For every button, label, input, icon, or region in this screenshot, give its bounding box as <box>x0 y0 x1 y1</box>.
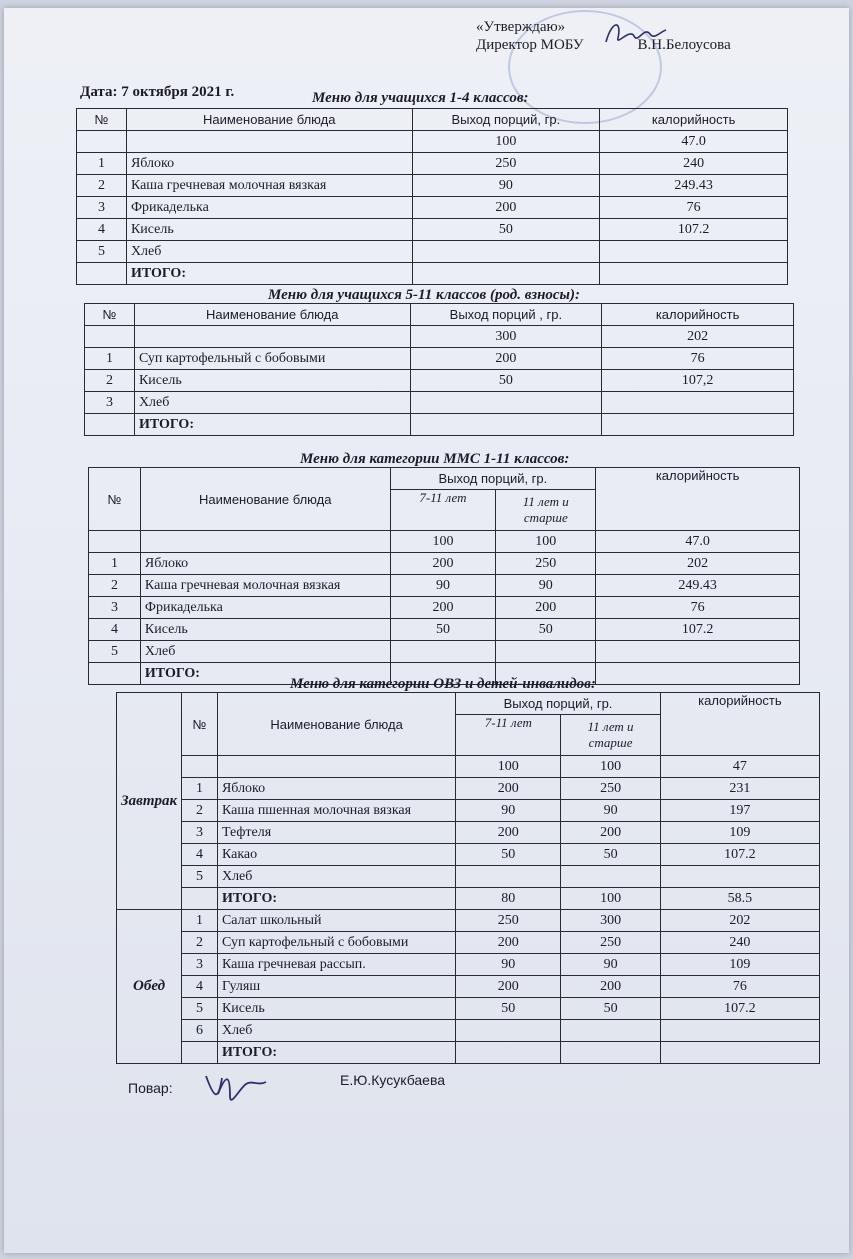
header-age-11-plus: 11 лет и старше <box>496 490 596 531</box>
table-row <box>89 619 800 641</box>
cell-num: 4 <box>182 844 218 866</box>
table-row <box>85 392 794 414</box>
total-label: ИТОГО: <box>140 663 390 685</box>
cell-calories: 107,2 <box>602 370 794 392</box>
cell-portion: 200 <box>410 348 602 370</box>
table-row <box>117 778 820 800</box>
cell-num: 1 <box>89 553 141 575</box>
cell-num: 5 <box>182 866 218 888</box>
cell-calories <box>602 392 794 414</box>
total-label: ИТОГО: <box>126 263 412 285</box>
header-calories: калорийность <box>596 468 800 531</box>
cell-num: 2 <box>89 575 141 597</box>
header-portion: Выход порций, гр. <box>412 109 600 131</box>
cell-portion-a: 80 <box>456 888 561 910</box>
cell-calories: 47.0 <box>596 531 800 553</box>
cell-portion <box>412 241 600 263</box>
header-calories: калорийность <box>660 693 819 756</box>
cell-calories: 76 <box>660 976 819 998</box>
cell-num: 2 <box>182 932 218 954</box>
cell-name: Тефтеля <box>217 822 455 844</box>
cell-num <box>85 326 135 348</box>
cell-portion-a: 200 <box>390 553 496 575</box>
header-calories: калорийность <box>600 109 788 131</box>
cell-calories: 202 <box>602 326 794 348</box>
cell-portion: 90 <box>412 175 600 197</box>
cell-name: Каша пшенная молочная вязкая <box>217 800 455 822</box>
approve-label: «Утверждаю» <box>476 19 566 35</box>
table-row <box>117 932 820 954</box>
cell-calories: 47.0 <box>600 131 788 153</box>
cell-portion-b: 90 <box>561 954 660 976</box>
cell-portion-b: 200 <box>561 976 660 998</box>
total-label: ИТОГО: <box>217 888 455 910</box>
cell-portion-b <box>561 1042 660 1064</box>
table-row <box>77 153 788 175</box>
total-label: ИТОГО: <box>134 414 410 436</box>
cell-portion-a: 200 <box>456 822 561 844</box>
cell-num: 6 <box>182 1020 218 1042</box>
cell-num: 4 <box>77 219 127 241</box>
cell-portion: 100 <box>412 131 600 153</box>
cell-portion-a: 90 <box>456 800 561 822</box>
cell-portion-b: 250 <box>496 553 596 575</box>
director-name: В.Н.Белоусова <box>637 37 731 53</box>
header-age-7-11: 7-11 лет <box>456 715 561 756</box>
section-lunch-label: Обед <box>117 910 182 1064</box>
cell-calories <box>660 1042 819 1064</box>
header-portion: Выход порций , гр. <box>410 304 602 326</box>
cell-portion-a: 100 <box>456 756 561 778</box>
table-row <box>89 575 800 597</box>
table-row <box>117 954 820 976</box>
total-row <box>77 263 788 285</box>
cell-name: Гуляш <box>217 976 455 998</box>
cell-calories: 107.2 <box>660 844 819 866</box>
menu4-title: Меню для категории ОВЗ и детей-инвалидов: <box>290 676 596 692</box>
cell-portion-b: 50 <box>496 619 596 641</box>
cell-portion-b: 300 <box>561 910 660 932</box>
cell-name: Хлеб <box>126 241 412 263</box>
menu1-title: Меню для учащихся 1-4 классов: <box>312 90 529 106</box>
table-header-row <box>85 304 794 326</box>
cell-portion-b: 200 <box>496 597 596 619</box>
cell-portion-a: 200 <box>390 597 496 619</box>
cell-num: 2 <box>85 370 135 392</box>
cell-calories: 107.2 <box>660 998 819 1020</box>
cell-portion-b: 50 <box>561 998 660 1020</box>
table-row <box>117 910 820 932</box>
cell-portion-b: 250 <box>561 932 660 954</box>
cell-portion-b: 90 <box>496 575 596 597</box>
cell-portion-a: 50 <box>456 998 561 1020</box>
cell-name: Яблоко <box>217 778 455 800</box>
cell-name: Хлеб <box>140 641 390 663</box>
cell-num <box>182 1042 218 1064</box>
cell-name: Хлеб <box>217 866 455 888</box>
cell-num: 3 <box>89 597 141 619</box>
cell-num <box>182 756 218 778</box>
cell-name: Хлеб <box>217 1020 455 1042</box>
menu4-table <box>116 692 820 1064</box>
table-row <box>117 866 820 888</box>
cell-portion: 200 <box>412 197 600 219</box>
cell-portion-b: 200 <box>561 822 660 844</box>
table-row <box>85 348 794 370</box>
cell-num: 5 <box>89 641 141 663</box>
cell-name: Суп картофельный с бобовыми <box>134 348 410 370</box>
cell-name <box>217 756 455 778</box>
header-age-11-plus: 11 лет и старше <box>561 715 660 756</box>
approval-block <box>476 18 731 54</box>
cell-num: 5 <box>182 998 218 1020</box>
cell-portion-a <box>390 641 496 663</box>
cell-num <box>89 531 141 553</box>
table-header-row <box>77 109 788 131</box>
cell-name: Хлеб <box>134 392 410 414</box>
table-row <box>89 531 800 553</box>
table-row <box>85 326 794 348</box>
cell-portion-a: 90 <box>390 575 496 597</box>
table-row <box>77 175 788 197</box>
cell-calories: 76 <box>600 197 788 219</box>
cell-calories <box>660 866 819 888</box>
table-row <box>77 197 788 219</box>
cell-portion-a: 200 <box>456 778 561 800</box>
cell-calories: 76 <box>596 597 800 619</box>
header-name: Наименование блюда <box>134 304 410 326</box>
table-row <box>117 844 820 866</box>
cell-calories <box>600 241 788 263</box>
cell-calories: 58.5 <box>660 888 819 910</box>
cell-portion: 50 <box>412 219 600 241</box>
table-row <box>117 998 820 1020</box>
cell-num: 3 <box>182 954 218 976</box>
cell-num: 1 <box>182 910 218 932</box>
cell-name: Фрикаделька <box>140 597 390 619</box>
cell-name: Каша гречневая молочная вязкая <box>140 575 390 597</box>
cell-portion-b <box>561 866 660 888</box>
menu-date: Дата: 7 октября 2021 г. <box>80 84 235 100</box>
cell-portion <box>410 392 602 414</box>
cell-portion-b: 100 <box>561 756 660 778</box>
director-title: Директор МОБУ <box>476 37 584 53</box>
cell-portion-b <box>496 641 596 663</box>
cell-name: Каша гречневая рассып. <box>217 954 455 976</box>
cell-calories: 47 <box>660 756 819 778</box>
table-row <box>117 756 820 778</box>
cell-calories <box>660 1020 819 1042</box>
cook-signature <box>200 1068 270 1112</box>
table-row <box>89 597 800 619</box>
header-calories: калорийность <box>602 304 794 326</box>
cell-num: 1 <box>85 348 135 370</box>
cell-calories: 107.2 <box>600 219 788 241</box>
cook-name: Е.Ю.Кусукбаева <box>340 1072 446 1088</box>
cell-num: 4 <box>89 619 141 641</box>
menu3-table <box>88 467 800 685</box>
menu2-table <box>84 303 794 436</box>
section-breakfast-label: Завтрак <box>117 693 182 910</box>
cell-name: Салат школьный <box>217 910 455 932</box>
header-name: Наименование блюда <box>217 693 455 756</box>
cell-name: Кисель <box>134 370 410 392</box>
cell-calories: 249.43 <box>596 575 800 597</box>
cell-calories: 231 <box>660 778 819 800</box>
cell-name: Яблоко <box>140 553 390 575</box>
cell-portion-a: 90 <box>456 954 561 976</box>
cell-calories: 197 <box>660 800 819 822</box>
table-row <box>117 976 820 998</box>
table-row <box>89 641 800 663</box>
cell-calories: 202 <box>660 910 819 932</box>
cell-name: Яблоко <box>126 153 412 175</box>
header-num: № <box>85 304 135 326</box>
table-row <box>117 822 820 844</box>
table-row <box>117 800 820 822</box>
cell-portion-b: 100 <box>496 531 596 553</box>
cell-name <box>126 131 412 153</box>
cell-portion: 50 <box>410 370 602 392</box>
cell-portion-b: 250 <box>561 778 660 800</box>
table-row <box>77 241 788 263</box>
cell-num <box>182 888 218 910</box>
cell-calories: 109 <box>660 822 819 844</box>
table-header-row <box>89 468 800 490</box>
cell-portion-a <box>456 866 561 888</box>
total-row <box>117 1042 820 1064</box>
cell-portion-a <box>456 1020 561 1042</box>
cell-calories: 107.2 <box>596 619 800 641</box>
menu1-table <box>76 108 788 285</box>
header-name: Наименование блюда <box>126 109 412 131</box>
cell-portion-b: 90 <box>561 800 660 822</box>
cell-num: 1 <box>77 153 127 175</box>
cell-name <box>140 531 390 553</box>
header-num: № <box>77 109 127 131</box>
cell-portion-a <box>456 1042 561 1064</box>
cell-calories: 249.43 <box>600 175 788 197</box>
cell-num: 5 <box>77 241 127 263</box>
menu3-title: Меню для категории ММС 1-11 классов: <box>300 451 570 467</box>
cell-portion-b: 100 <box>561 888 660 910</box>
cell-name: Каша гречневая молочная вязкая <box>126 175 412 197</box>
cell-name: Кисель <box>217 998 455 1020</box>
cell-calories: 109 <box>660 954 819 976</box>
table-header-row <box>117 693 820 715</box>
header-num: № <box>182 693 218 756</box>
cell-portion-a: 200 <box>456 976 561 998</box>
cell-name: Кисель <box>126 219 412 241</box>
cell-portion-a: 250 <box>456 910 561 932</box>
cell-num: 3 <box>77 197 127 219</box>
cell-portion-a: 50 <box>456 844 561 866</box>
menu2-title: Меню для учащихся 5-11 классов (род. взносы): <box>268 287 580 303</box>
cell-portion-a: 200 <box>456 932 561 954</box>
cell-num: 1 <box>182 778 218 800</box>
cell-portion: 250 <box>412 153 600 175</box>
header-name: Наименование блюда <box>140 468 390 531</box>
cell-num: 4 <box>182 976 218 998</box>
cell-num: 2 <box>77 175 127 197</box>
table-row <box>77 219 788 241</box>
cell-calories: 76 <box>602 348 794 370</box>
total-label: ИТОГО: <box>217 1042 455 1064</box>
cell-name: Какао <box>217 844 455 866</box>
table-row <box>117 1020 820 1042</box>
cell-portion-a: 100 <box>390 531 496 553</box>
cook-label: Повар: <box>128 1080 173 1096</box>
cell-portion-b <box>561 1020 660 1042</box>
cell-name: Фрикаделька <box>126 197 412 219</box>
table-row <box>77 131 788 153</box>
header-portion: Выход порций, гр. <box>456 693 661 715</box>
cell-num: 2 <box>182 800 218 822</box>
cell-calories: 240 <box>600 153 788 175</box>
cell-portion: 300 <box>410 326 602 348</box>
cell-portion-a: 50 <box>390 619 496 641</box>
table-row <box>85 370 794 392</box>
cell-calories <box>596 641 800 663</box>
table-row <box>89 553 800 575</box>
total-row <box>85 414 794 436</box>
header-num: № <box>89 468 141 531</box>
cell-name <box>134 326 410 348</box>
cell-num: 3 <box>85 392 135 414</box>
header-age-7-11: 7-11 лет <box>390 490 496 531</box>
cell-name: Кисель <box>140 619 390 641</box>
cell-name: Суп картофельный с бобовыми <box>217 932 455 954</box>
cell-num: 3 <box>182 822 218 844</box>
cell-num <box>77 131 127 153</box>
cell-calories: 202 <box>596 553 800 575</box>
cell-calories: 240 <box>660 932 819 954</box>
header-portion: Выход порций, гр. <box>390 468 596 490</box>
cell-portion-b: 50 <box>561 844 660 866</box>
total-row <box>117 888 820 910</box>
